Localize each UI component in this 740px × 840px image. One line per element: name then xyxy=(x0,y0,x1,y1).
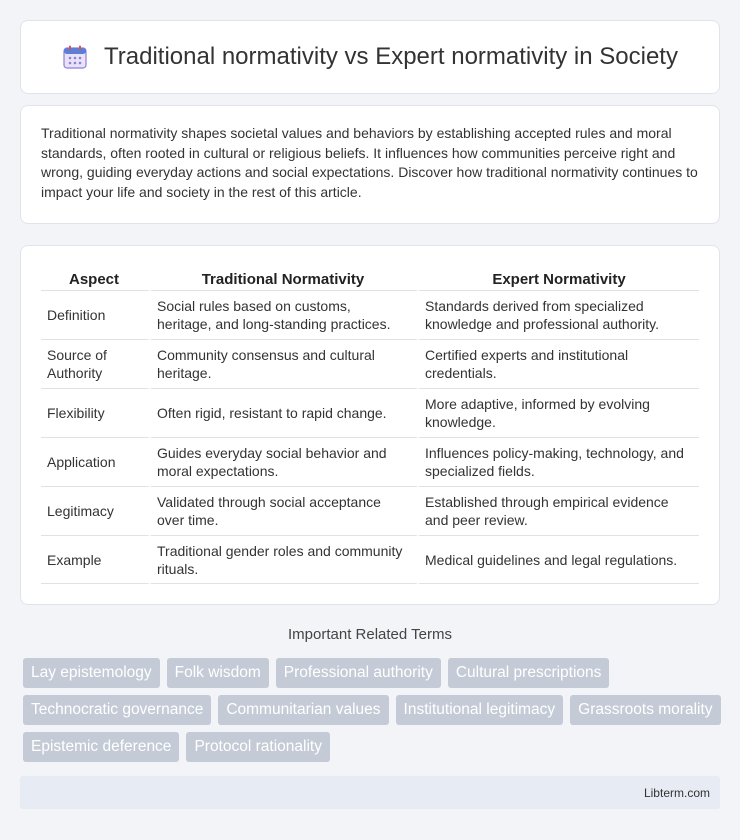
footer-site-link[interactable]: Libterm.com xyxy=(643,785,710,800)
cell-aspect: Example xyxy=(41,535,151,584)
table-header-row xyxy=(41,264,699,290)
cell-traditional: Guides everyday social behavior and moral expectations. xyxy=(151,437,419,486)
related-term-tag[interactable]: Communitarian values xyxy=(218,695,388,725)
related-term-tag[interactable]: Professional authority xyxy=(276,658,441,688)
related-term-tag[interactable]: Folk wisdom xyxy=(167,658,269,688)
related-term-tag[interactable]: Protocol rationality xyxy=(186,732,330,762)
related-terms-list xyxy=(23,658,723,762)
header-traditional: Traditional Normativity xyxy=(151,264,419,290)
table-row xyxy=(41,290,699,339)
related-term-tag[interactable]: Cultural prescriptions xyxy=(448,658,610,688)
related-term-tag[interactable]: Technocratic governance xyxy=(23,695,211,725)
cell-traditional: Often rigid, resistant to rapid change. xyxy=(151,388,419,437)
header-aspect: Aspect xyxy=(41,264,151,290)
comparison-card xyxy=(20,245,720,605)
page-title: Traditional normativity vs Expert normativity in Society xyxy=(104,43,678,70)
header-inner xyxy=(62,43,678,71)
related-terms-title: Important Related Terms xyxy=(288,626,452,643)
header-expert: Expert Normativity xyxy=(492,270,626,288)
cell-traditional: Community consensus and cultural heritage. xyxy=(151,339,419,388)
footer xyxy=(20,776,720,809)
cell-aspect: Source of Authority xyxy=(41,339,151,388)
table-row xyxy=(41,486,699,535)
cell-traditional: Social rules based on customs, heritage, and long-standing practices. xyxy=(151,290,419,339)
cell-expert: Medical guidelines and legal regulations. xyxy=(419,535,699,584)
related-term-tag[interactable]: Epistemic deference xyxy=(23,732,179,762)
cell-expert: Influences policy-making, technology, and specialized fields. xyxy=(419,437,699,486)
cell-aspect: Flexibility xyxy=(41,388,151,437)
table-row xyxy=(41,535,699,584)
intro-text: Traditional normativity shapes societal values and behaviors by establishing accepted rules and moral standards, often rooted in cultural or religious beliefs. It influences how communities perceive right and wrong, guiding everyday actions and social expectations. Discover how traditional normativity continues to impact your life and society in the rest of this article. xyxy=(41,125,698,200)
intro-card xyxy=(20,105,720,224)
related-term-tag[interactable]: Lay epistemology xyxy=(23,658,160,688)
calendar-icon xyxy=(62,44,88,70)
comparison-table xyxy=(41,264,699,584)
header-card xyxy=(20,20,720,94)
cell-expert: Standards derived from specialized knowledge and professional authority. xyxy=(419,290,699,339)
cell-traditional: Traditional gender roles and community rituals. xyxy=(151,535,419,584)
table-row xyxy=(41,388,699,437)
cell-aspect: Legitimacy xyxy=(41,486,151,535)
cell-expert: Certified experts and institutional credentials. xyxy=(419,339,699,388)
cell-aspect: Application xyxy=(41,437,151,486)
table-row xyxy=(41,339,699,388)
cell-expert: More adaptive, informed by evolving knowledge. xyxy=(419,388,699,437)
cell-expert: Established through empirical evidence and peer review. xyxy=(419,486,699,535)
cell-traditional: Validated through social acceptance over time. xyxy=(151,486,419,535)
related-term-tag[interactable]: Institutional legitimacy xyxy=(396,695,564,725)
related-term-tag[interactable]: Grassroots morality xyxy=(570,695,720,725)
cell-aspect: Definition xyxy=(41,290,151,339)
table-row xyxy=(41,437,699,486)
